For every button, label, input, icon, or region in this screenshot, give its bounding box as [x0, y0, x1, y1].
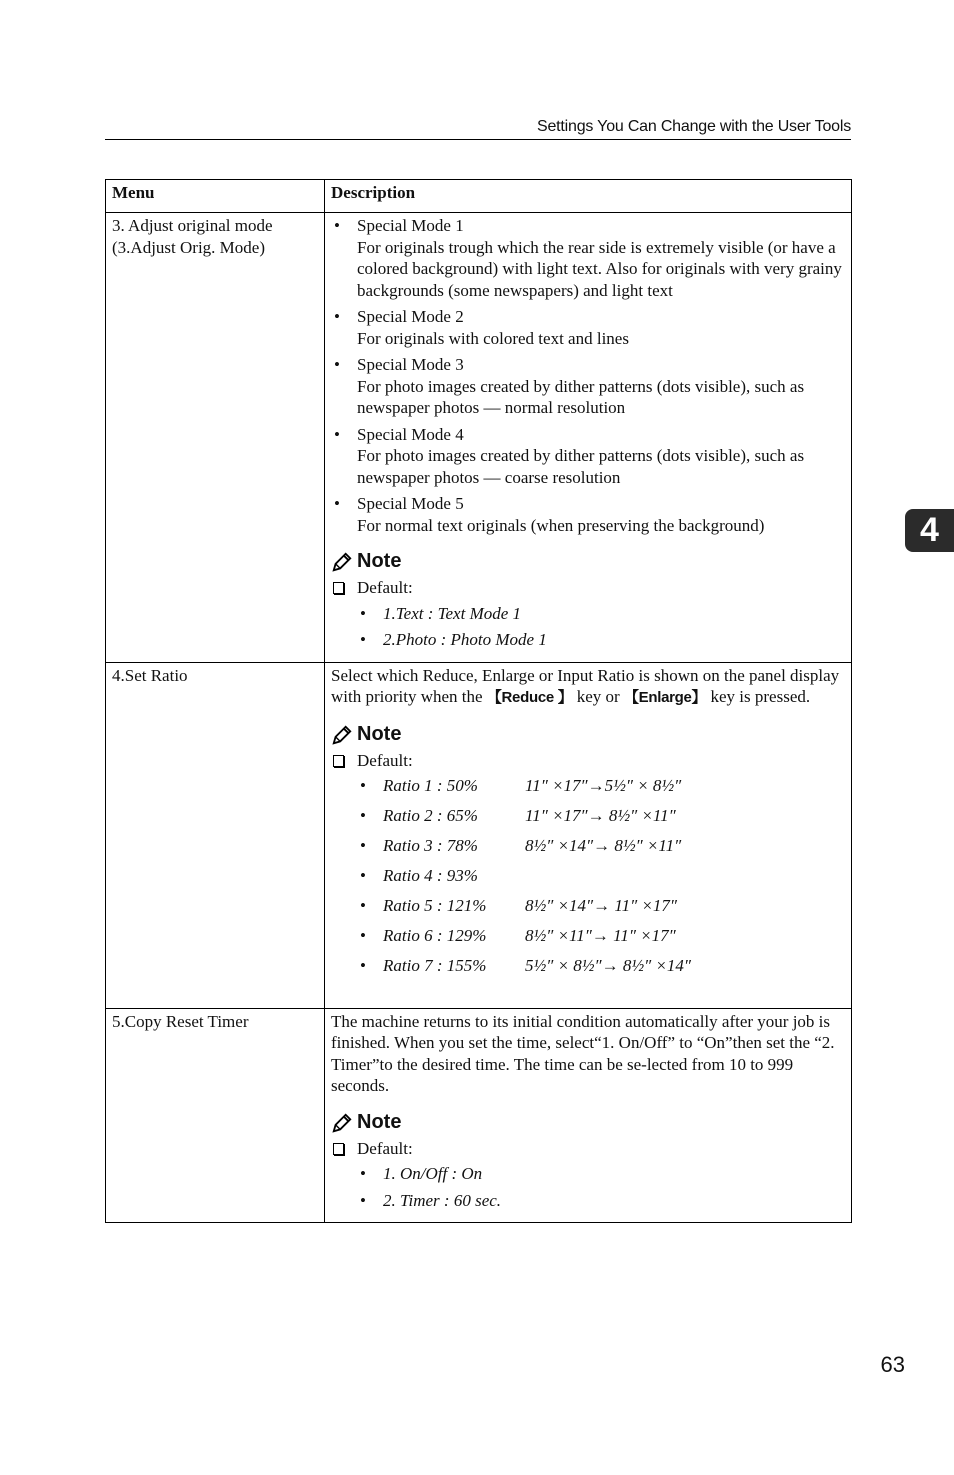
menu-name-short: (3.Adjust Orig. Mode) — [112, 237, 265, 257]
default-label: Default: — [331, 1138, 845, 1160]
description-cell — [325, 1008, 852, 1223]
default-label: Default: — [331, 577, 845, 599]
list-item: • Special Mode 3 For photo images created by dither patterns (dots visible), such as newspaper photos — normal resolution — [331, 354, 845, 419]
menu-name: 4.Set Ratio — [112, 665, 188, 685]
list-item: • Ratio 6 : 129% 8½″ ×11″→ 11″ ×17″ — [331, 925, 845, 947]
description-text: Select which Reduce, Enlarge or Input Ratio is shown on the panel display with priority when the 【Reduce 】 key or 【Enlarge】 key is pressed. — [331, 665, 840, 706]
default-label: Default: — [331, 750, 845, 772]
reduce-key: 【Reduce 】 — [486, 689, 573, 706]
menu-cell — [106, 662, 325, 1008]
table-row — [106, 662, 852, 1008]
list-item: • Ratio 7 : 155% 5½″ × 8½″→ 8½″ ×14″ — [331, 955, 845, 977]
menu-cell — [106, 1008, 325, 1223]
note-heading: Note — [331, 722, 845, 748]
description-cell — [325, 662, 852, 1008]
default-list — [331, 603, 845, 651]
list-item: • Ratio 4 : 93% — [331, 865, 845, 887]
default-list — [331, 1163, 845, 1211]
table-row — [106, 1008, 852, 1223]
note-heading: Note — [331, 1110, 845, 1136]
checkbox-icon — [333, 1143, 344, 1155]
ratio-list — [331, 775, 845, 977]
list-item: • 2. Timer : 60 sec. — [331, 1190, 845, 1212]
list-item: • Ratio 5 : 121% 8½″ ×14″→ 11″ ×17″ — [331, 895, 845, 917]
list-item: • Ratio 1 : 50% 11″ ×17″→5½″ × 8½″ — [331, 775, 845, 797]
list-item: • Special Mode 2 For originals with colored text and lines — [331, 306, 845, 349]
menu-name: 3. Adjust original mode — [112, 216, 273, 235]
pencil-icon — [331, 724, 353, 746]
list-item: • Ratio 3 : 78% 8½″ ×14″→ 8½″ ×11″ — [331, 835, 845, 857]
description-cell — [325, 213, 852, 663]
chapter-tab: 4 — [905, 509, 954, 552]
description-text: The machine returns to its initial condition automatically after your job is finished. When you set the time, select“1. On/Off” to “On”then set the “2. Timer”to the desired time. The time can be se-lected from 10 to 999 seconds. — [331, 1011, 835, 1095]
checkbox-icon — [333, 755, 344, 767]
list-item: • Special Mode 5 For normal text originals (when preserving the background) — [331, 493, 845, 536]
note-heading: Note — [331, 549, 845, 575]
list-item: • 1. On/Off : On — [331, 1163, 845, 1185]
list-item: • Ratio 2 : 65% 11″ ×17″→ 8½″ ×11″ — [331, 805, 845, 827]
pencil-icon — [331, 551, 353, 573]
enlarge-key: 【Enlarge】 — [623, 689, 707, 706]
settings-table — [105, 179, 852, 1223]
list-item: • Special Mode 1 For originals trough which the rear side is extremely visible (or have a colored background) with light text. Also for originals with very grainy backgrounds (some newspapers) and light text — [331, 215, 845, 301]
running-header: Settings You Can Change with the User Tools — [105, 118, 851, 140]
list-item: • 2.Photo : Photo Mode 1 — [331, 629, 845, 651]
checkbox-icon — [333, 582, 344, 594]
table-row — [106, 213, 852, 663]
menu-name: 5.Copy Reset Timer — [112, 1011, 249, 1031]
list-item: • Special Mode 4 For photo images created by dither patterns (dots visible), such as newspaper photos — coarse resolution — [331, 424, 845, 489]
page-number: 63 — [880, 1352, 905, 1377]
table-header-row — [106, 180, 852, 213]
menu-cell — [106, 213, 325, 663]
column-header-description: Description — [325, 180, 852, 213]
mode-list — [331, 215, 845, 536]
pencil-icon — [331, 1112, 353, 1134]
column-header-menu: Menu — [106, 180, 325, 213]
list-item: • 1.Text : Text Mode 1 — [331, 603, 845, 625]
